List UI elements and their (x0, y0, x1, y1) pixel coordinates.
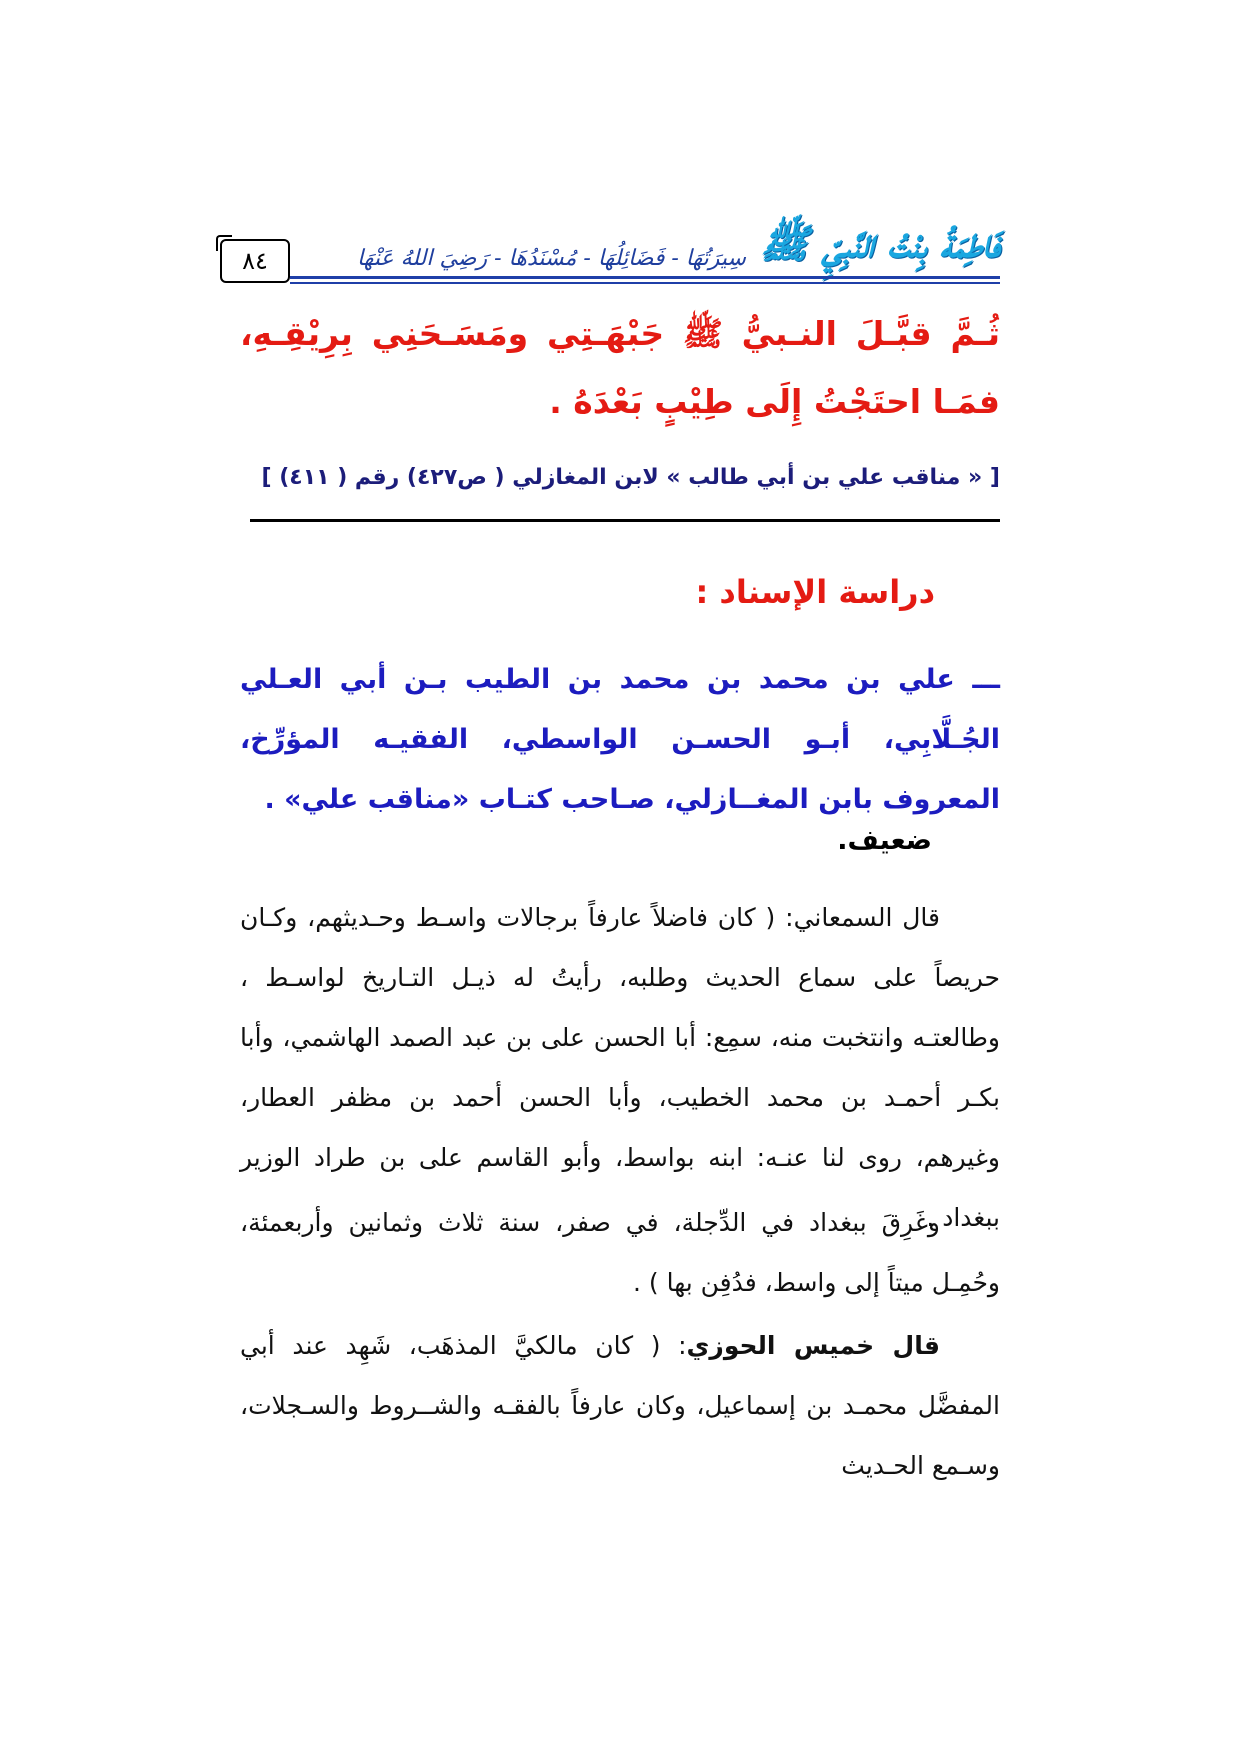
hadith-text: ثُـمَّ قبَّـلَ النـبيُّ ﷺ جَبْهَـتِي ومَسَـحَنِي بِرِيْقِـهِ، فمَـا احتَجْتُ إِلَى طِيْبٍ بَعْدَهُ . (240, 314, 1000, 421)
book-subtitle: سِيرَتُهَا - فَضَائِلُهَا - مُسْنَدُهَا - رَضِيَ اللهُ عَنْهَا (356, 246, 746, 271)
section-heading: دراسة الإسناد : (695, 573, 935, 611)
page-number: ٨٤ (220, 239, 290, 283)
paragraph-hawzi (240, 1316, 1000, 1496)
header-rule (290, 276, 1000, 279)
section-divider (250, 519, 1000, 522)
source-reference: [ « مناقب علي بن أبي طالب » لابن المغازلي ( ص٤٢٧) رقم ( ٤١١) ] (261, 465, 1000, 490)
book-title-block (356, 220, 1000, 277)
paragraph-samani: قال السمعاني: ( كان فاضلاً عارفاً برجالات واسـط وحـديثهم، وكـان حريصاً على سماع الحديث وطلبه، رأيتُ له ذيـل التـاريخ لواسـط ، وطالعتـه وانتخبت منه، سمِع: أبا الحسن على بن عبد الصمد الهاشمي، وأبا بكـر أحمـد بن محمد الخطيب، وأبا الحسن أحمد بن مظفر العطار، وغيرهم، روى لنا عنـه: ابنه بواسط، وأبو القاسم على بن طراد الوزير ببغداد . (240, 903, 1000, 1232)
paragraph-death: وغَرِقَ ببغداد في الدِّجلة، في صفر، سنة ثلاث وثمانين وأربعمئة، وحُمِـل ميتاً إلى واسط، فدُفِن بها ) . (240, 1208, 1000, 1297)
paragraph-hawzi-text: : ( كان مالكيَّ المذهَب، شَهِد عند أبي المفضَّل محمـد بن إسماعيل، وكان عارفاً بالفقـه والشــروط والسـجلات، وسـمع الحـديث (240, 1331, 1000, 1480)
paragraph-hawzi-lead: قال خميس الحوزي (686, 1331, 940, 1360)
narrator-entry: ـــ علي بن محمد بن محمد بن الطيب بـن أبي العـلي الجُـلَّابِي، أبـو الحسـن الواسطي، الفقيـه المؤرِّخ، المعروف بابن المغــازلي، صـاحب كتـاب «مناقب علي» . (240, 664, 1000, 815)
header-rule-secondary (290, 282, 1000, 284)
narrator-grade: ضعيف. (837, 825, 932, 856)
book-title: فَاطِمَةُ بِنْتُ النَّبِيِّ ﷺ (760, 220, 1000, 267)
